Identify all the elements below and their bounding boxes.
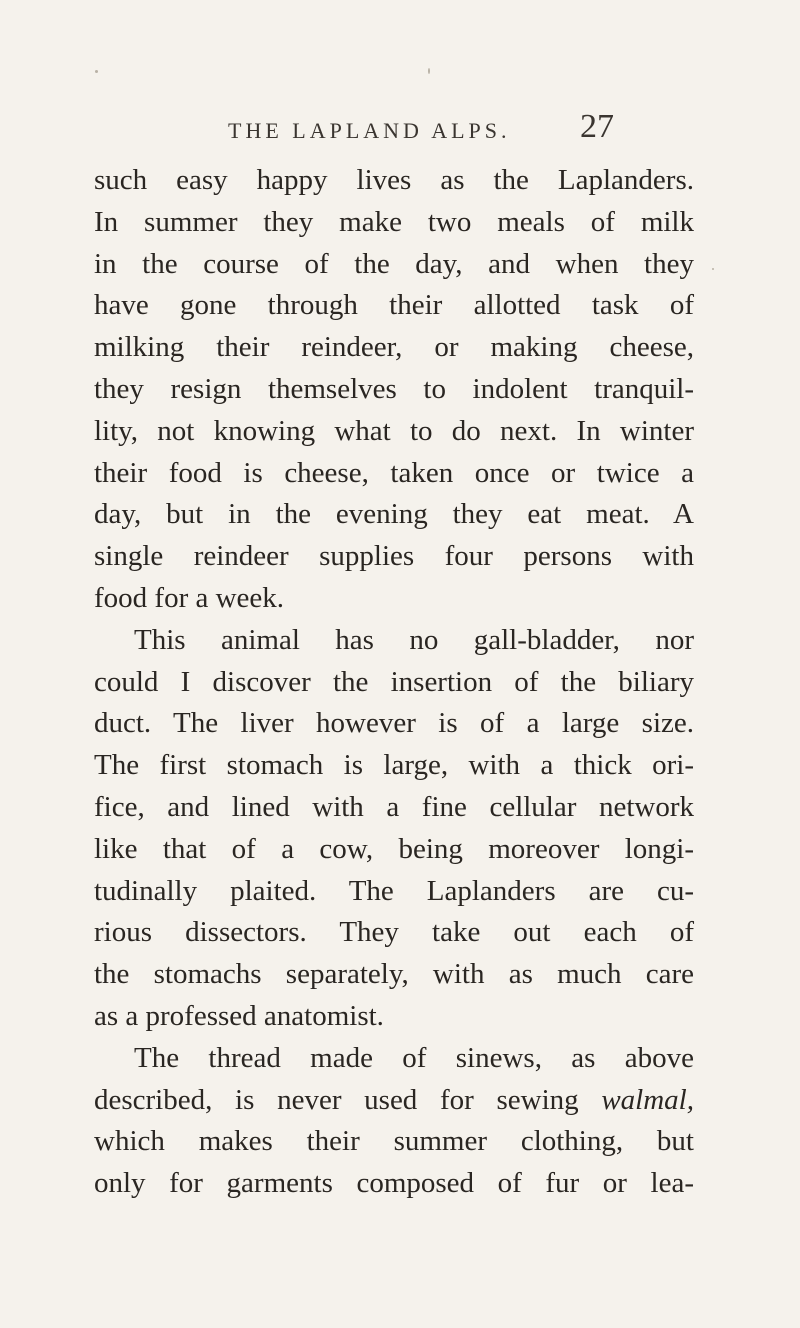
text-line: lity, not knowing what to do next. In winter bbox=[94, 414, 694, 447]
text-line: could I discover the insertion of the biliary bbox=[94, 665, 694, 698]
text-line: fice, and lined with a fine cellular network bbox=[94, 790, 694, 823]
text-line: such easy happy lives as the Laplanders. bbox=[94, 164, 694, 196]
text-line: only for garments composed of fur or lea- bbox=[94, 1167, 694, 1200]
text-line: milking their reindeer, or making cheese, bbox=[94, 331, 694, 364]
text-line: tudinally plaited. The Laplanders are cu- bbox=[94, 874, 694, 907]
text-line: day, but in the evening they eat meat. A bbox=[94, 498, 694, 531]
text-line: duct. The liver however is of a large size. bbox=[94, 707, 694, 740]
italic-word: walmal, bbox=[601, 1083, 694, 1116]
text-line: in the course of the day, and when they bbox=[94, 247, 694, 280]
text-line: the stomachs separately, with as much care bbox=[94, 958, 694, 991]
text-line: have gone through their allotted task of bbox=[94, 289, 694, 322]
paper-speck bbox=[95, 70, 98, 73]
paragraph-start-line: The thread made of sinews, as above bbox=[134, 1041, 694, 1074]
text-line: as a professed anatomist. bbox=[94, 999, 384, 1032]
text-line: which makes their summer clothing, but bbox=[94, 1125, 694, 1158]
text-line: their food is cheese, taken once or twice a bbox=[94, 456, 694, 489]
running-head: THE LAPLAND ALPS. bbox=[228, 118, 511, 143]
body-text bbox=[94, 160, 694, 1205]
text-line-with-italic bbox=[94, 1080, 694, 1122]
text-line: they resign themselves to indolent tranquil- bbox=[94, 372, 694, 405]
text-fragment: described, is never used for sewing bbox=[94, 1083, 602, 1116]
text-line: single reindeer supplies four persons with bbox=[94, 540, 694, 573]
text-line: rious dissectors. They take out each of bbox=[94, 916, 694, 949]
text-line: like that of a cow, being moreover longi- bbox=[94, 832, 694, 865]
paragraph-start-line: This animal has no gall-bladder, nor bbox=[134, 623, 694, 656]
text-line: The first stomach is large, with a thick ori- bbox=[94, 749, 694, 782]
paper-speck bbox=[428, 68, 430, 74]
paper-speck bbox=[712, 268, 714, 270]
page-number: 27 bbox=[580, 108, 614, 145]
text-line: food for a week. bbox=[94, 581, 285, 614]
text-line: In summer they make two meals of milk bbox=[94, 205, 694, 238]
